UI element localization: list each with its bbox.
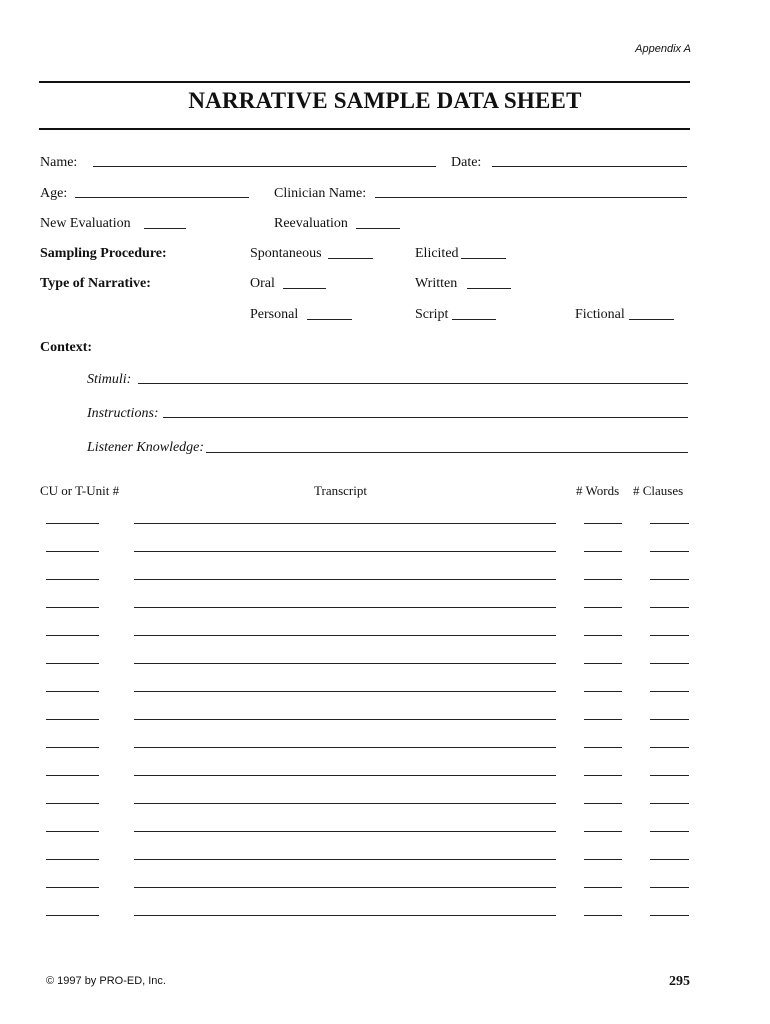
clinician-name-field[interactable]: [375, 197, 687, 198]
row-transcript-field[interactable]: [134, 607, 556, 608]
row-unit-field[interactable]: [46, 775, 99, 776]
row-unit-field[interactable]: [46, 663, 99, 664]
title-rule: [39, 128, 690, 130]
col-header-clauses: # Clauses: [633, 483, 684, 498]
row-clauses-field[interactable]: [650, 803, 689, 804]
row-transcript-field[interactable]: [134, 747, 556, 748]
row-transcript-field[interactable]: [134, 831, 556, 832]
reevaluation-label: Reevaluation: [274, 216, 348, 231]
row-unit-field[interactable]: [46, 579, 99, 580]
spontaneous-check[interactable]: [328, 258, 373, 259]
row-clauses-field[interactable]: [650, 719, 689, 720]
row-clauses-field[interactable]: [650, 859, 689, 860]
row-words-field[interactable]: [584, 691, 622, 692]
row-unit-field[interactable]: [46, 887, 99, 888]
row-clauses-field[interactable]: [650, 579, 689, 580]
row-clauses-field[interactable]: [650, 607, 689, 608]
row-unit-field[interactable]: [46, 859, 99, 860]
row-clauses-field[interactable]: [650, 887, 689, 888]
row-transcript-field[interactable]: [134, 859, 556, 860]
row-words-field[interactable]: [584, 831, 622, 832]
row-unit-field[interactable]: [46, 607, 99, 608]
age-field[interactable]: [75, 197, 249, 198]
row-words-field[interactable]: [584, 551, 622, 552]
listener-knowledge-field[interactable]: [206, 452, 688, 453]
row-clauses-field[interactable]: [650, 747, 689, 748]
row-clauses-field[interactable]: [650, 523, 689, 524]
row-unit-field[interactable]: [46, 831, 99, 832]
row-clauses-field[interactable]: [650, 663, 689, 664]
new-evaluation-check[interactable]: [144, 228, 186, 229]
row-unit-field[interactable]: [46, 523, 99, 524]
script-label: Script: [415, 307, 449, 322]
age-label: Age:: [40, 186, 68, 201]
row-words-field[interactable]: [584, 523, 622, 524]
row-words-field[interactable]: [584, 579, 622, 580]
col-header-transcript: Transcript: [314, 483, 367, 498]
row-clauses-field[interactable]: [650, 775, 689, 776]
row-clauses-field[interactable]: [650, 691, 689, 692]
col-header-words: # Words: [576, 483, 620, 498]
elicited-check[interactable]: [461, 258, 506, 259]
appendix-label: Appendix A: [635, 43, 691, 55]
oral-check[interactable]: [283, 288, 326, 289]
row-transcript-field[interactable]: [134, 691, 556, 692]
instructions-label: Instructions:: [87, 406, 159, 421]
new-evaluation-label: New Evaluation: [40, 216, 131, 231]
fictional-label: Fictional: [575, 307, 625, 322]
personal-check[interactable]: [307, 319, 352, 320]
row-words-field[interactable]: [584, 803, 622, 804]
row-unit-field[interactable]: [46, 635, 99, 636]
context-label: Context:: [40, 340, 93, 355]
top-rule: [39, 81, 690, 83]
elicited-label: Elicited: [415, 246, 459, 261]
stimuli-field[interactable]: [138, 383, 688, 384]
personal-label: Personal: [250, 307, 299, 322]
row-words-field[interactable]: [584, 775, 622, 776]
row-words-field[interactable]: [584, 663, 622, 664]
listener-knowledge-label: Listener Knowledge:: [87, 440, 205, 455]
row-unit-field[interactable]: [46, 551, 99, 552]
row-words-field[interactable]: [584, 635, 622, 636]
copyright: © 1997 by PRO-ED, Inc.: [46, 975, 166, 987]
row-transcript-field[interactable]: [134, 635, 556, 636]
name-field[interactable]: [93, 166, 436, 167]
row-transcript-field[interactable]: [134, 663, 556, 664]
row-clauses-field[interactable]: [650, 915, 689, 916]
row-clauses-field[interactable]: [650, 551, 689, 552]
row-clauses-field[interactable]: [650, 831, 689, 832]
date-field[interactable]: [492, 166, 687, 167]
row-words-field[interactable]: [584, 719, 622, 720]
date-label: Date:: [451, 155, 482, 170]
row-transcript-field[interactable]: [134, 775, 556, 776]
sampling-procedure-label: Sampling Procedure:: [40, 246, 167, 261]
row-unit-field[interactable]: [46, 691, 99, 692]
row-unit-field[interactable]: [46, 747, 99, 748]
row-words-field[interactable]: [584, 607, 622, 608]
row-words-field[interactable]: [584, 859, 622, 860]
row-transcript-field[interactable]: [134, 915, 556, 916]
page-title: NARRATIVE SAMPLE DATA SHEET: [188, 88, 582, 113]
stimuli-label: Stimuli:: [87, 372, 132, 387]
row-clauses-field[interactable]: [650, 635, 689, 636]
row-transcript-field[interactable]: [134, 551, 556, 552]
spontaneous-label: Spontaneous: [250, 246, 322, 261]
row-unit-field[interactable]: [46, 719, 99, 720]
row-unit-field[interactable]: [46, 915, 99, 916]
row-words-field[interactable]: [584, 747, 622, 748]
col-header-unit: CU or T-Unit #: [40, 483, 120, 498]
script-check[interactable]: [452, 319, 496, 320]
written-check[interactable]: [467, 288, 511, 289]
row-transcript-field[interactable]: [134, 887, 556, 888]
row-unit-field[interactable]: [46, 803, 99, 804]
row-transcript-field[interactable]: [134, 803, 556, 804]
written-label: Written: [415, 276, 458, 291]
instructions-field[interactable]: [163, 417, 688, 418]
row-words-field[interactable]: [584, 915, 622, 916]
oral-label: Oral: [250, 276, 275, 291]
reevaluation-check[interactable]: [356, 228, 400, 229]
row-transcript-field[interactable]: [134, 579, 556, 580]
type-of-narrative-label: Type of Narrative:: [40, 276, 151, 291]
name-label: Name:: [40, 155, 78, 170]
row-words-field[interactable]: [584, 887, 622, 888]
fictional-check[interactable]: [629, 319, 674, 320]
row-transcript-field[interactable]: [134, 719, 556, 720]
clinician-name-label: Clinician Name:: [274, 186, 367, 201]
page-number: 295: [669, 974, 690, 989]
row-transcript-field[interactable]: [134, 523, 556, 524]
